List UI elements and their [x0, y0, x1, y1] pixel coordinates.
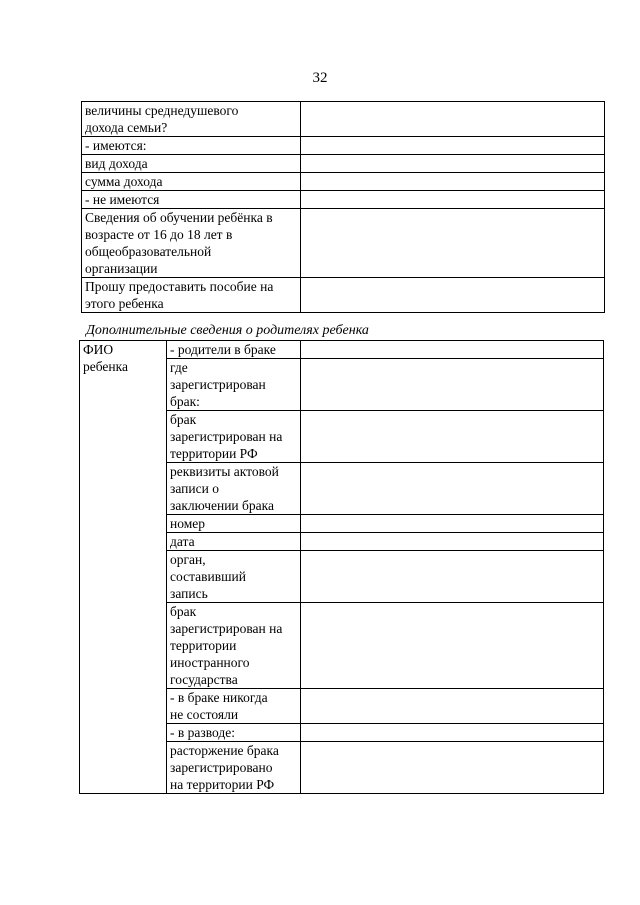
- row-value-cell[interactable]: [301, 278, 605, 313]
- label-line: брак: [170, 604, 197, 619]
- row-value-cell[interactable]: [301, 341, 604, 359]
- row-value-cell[interactable]: [301, 173, 605, 191]
- label-line: запись: [170, 586, 208, 601]
- row-value-cell[interactable]: [301, 209, 605, 278]
- label-line: зарегистрирован на: [170, 429, 283, 444]
- row-label-cell: [82, 209, 301, 278]
- table-row: [82, 209, 605, 278]
- row-label-cell: [82, 191, 301, 209]
- label-line: общеобразовательной: [85, 244, 212, 259]
- label-line: иностранного: [170, 655, 250, 670]
- row-label-cell: [82, 278, 301, 313]
- label-line: дохода семьи?: [85, 120, 168, 135]
- row-label-cell: [167, 603, 301, 689]
- label-line: государства: [170, 672, 238, 687]
- label-line: зарегистрирован на: [170, 621, 283, 636]
- label-line: этого ребенка: [85, 296, 164, 311]
- label-line: орган,: [170, 552, 206, 567]
- parents-info-table: [79, 340, 604, 794]
- parents-info-caption: Дополнительные сведения о родителях ребенка: [86, 323, 369, 338]
- label-line: - в разводе:: [170, 725, 235, 740]
- table-row: [82, 173, 605, 191]
- label-line: заключении брака: [170, 498, 274, 513]
- row-label-cell: [167, 411, 301, 463]
- label-line: дата: [170, 534, 195, 549]
- row-value-cell[interactable]: [301, 551, 604, 603]
- row-label-cell: [82, 155, 301, 173]
- row-label-cell: [167, 689, 301, 724]
- table-row: [80, 341, 604, 359]
- label-line: - не имеются: [85, 192, 160, 207]
- row-value-cell[interactable]: [301, 155, 605, 173]
- label-line: Прошу предоставить пособие на: [85, 279, 274, 294]
- label-line: на территории РФ: [170, 777, 275, 792]
- label-line: записи о: [170, 481, 219, 496]
- label-line: - родители в браке: [170, 342, 276, 357]
- label-line: составивший: [170, 569, 246, 584]
- label-line: сумма дохода: [85, 174, 163, 189]
- row-value-cell[interactable]: [301, 533, 604, 551]
- label-line: - в браке никогда: [170, 690, 268, 705]
- row-label-cell: [167, 463, 301, 515]
- row-value-cell[interactable]: [301, 137, 605, 155]
- label-line: зарегистрирован: [170, 377, 266, 392]
- label-line: - имеются:: [85, 138, 147, 153]
- label-line: реквизиты актовой: [170, 464, 279, 479]
- row-label-cell: [82, 173, 301, 191]
- label-line: брак:: [170, 394, 200, 409]
- row-value-cell[interactable]: [301, 515, 604, 533]
- child-fio-header: [80, 341, 167, 794]
- label-line: территории: [170, 638, 237, 653]
- label-line: зарегистрировано: [170, 760, 273, 775]
- table-row: [82, 155, 605, 173]
- label-line: номер: [170, 516, 206, 531]
- row-value-cell[interactable]: [301, 102, 605, 137]
- row-label-cell: [167, 341, 301, 359]
- row-label-cell: [82, 137, 301, 155]
- row-label-cell: [82, 102, 301, 137]
- row-value-cell[interactable]: [301, 191, 605, 209]
- label-line: не состояли: [170, 707, 239, 722]
- label-line: расторжение брака: [170, 743, 279, 758]
- label-line: организации: [85, 261, 158, 276]
- table-row: [82, 102, 605, 137]
- label-line: величины среднедушевого: [85, 103, 239, 118]
- row-label-cell: [167, 533, 301, 551]
- page-number: 32: [312, 70, 328, 86]
- table-row: [82, 278, 605, 313]
- row-value-cell[interactable]: [301, 411, 604, 463]
- row-label-cell: [167, 551, 301, 603]
- row-value-cell[interactable]: [301, 463, 604, 515]
- label-line: ФИО: [83, 342, 114, 357]
- row-value-cell[interactable]: [301, 689, 604, 724]
- label-line: брак: [170, 412, 197, 427]
- label-line: где: [170, 360, 188, 375]
- row-label-cell: [167, 359, 301, 411]
- row-label-cell: [167, 515, 301, 533]
- row-label-cell: [167, 724, 301, 742]
- table-row: [82, 191, 605, 209]
- table-row: [82, 137, 605, 155]
- label-line: возрасте от 16 до 18 лет в: [85, 227, 233, 242]
- row-value-cell[interactable]: [301, 742, 604, 794]
- label-line: территории РФ: [170, 446, 258, 461]
- label-line: ребенка: [83, 359, 128, 374]
- row-value-cell[interactable]: [301, 724, 604, 742]
- income-table: [81, 101, 605, 313]
- row-value-cell[interactable]: [301, 359, 604, 411]
- row-value-cell[interactable]: [301, 603, 604, 689]
- label-line: Сведения об обучении ребёнка в: [85, 210, 273, 225]
- row-label-cell: [167, 742, 301, 794]
- label-line: вид дохода: [85, 156, 148, 171]
